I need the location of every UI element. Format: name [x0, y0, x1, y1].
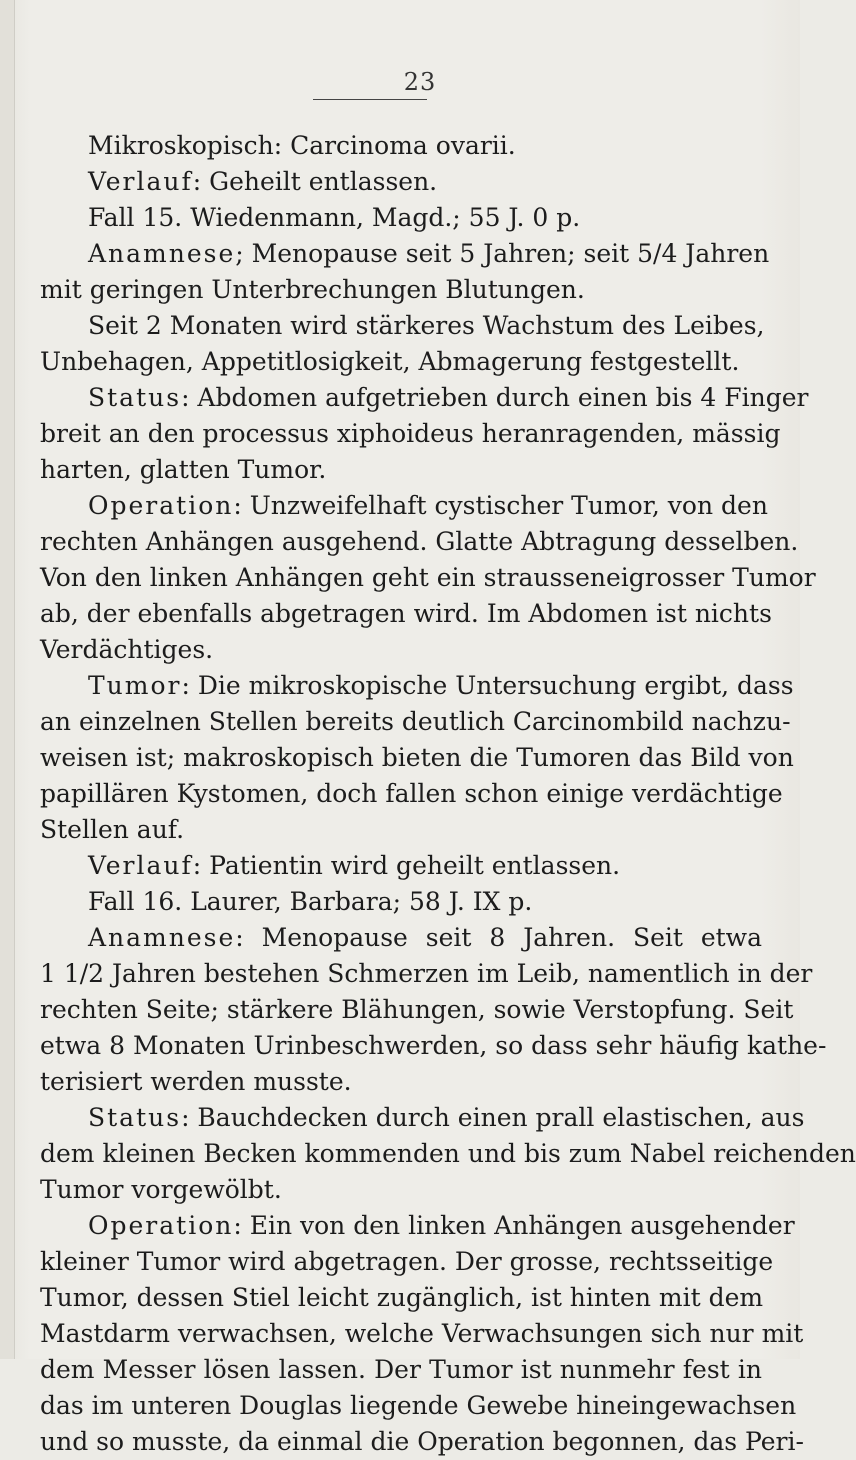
text-line: terisiert werden musste.	[40, 1067, 352, 1096]
text-line: Status: Bauchdecken durch einen prall elastischen, aus	[88, 1103, 805, 1132]
text-line: an einzelnen Stellen bereits deutlich Carcinombild nachzu-	[40, 707, 791, 736]
text-line: dem kleinen Becken kommenden und bis zum Nabel reichenden	[40, 1139, 856, 1168]
text-line: weisen ist; makroskopisch bieten die Tumoren das Bild von	[40, 743, 794, 772]
text-line: Verlauf: Geheilt entlassen.	[88, 167, 438, 196]
page-left-edge	[0, 0, 15, 1359]
text-line: Mastdarm verwachsen, welche Verwachsungen sich nur mit	[40, 1319, 804, 1348]
body-text	[40, 128, 856, 1460]
text-line: Anamnese: Menopause seit 8 Jahren. Seit etwa	[88, 923, 762, 952]
page-number: 23	[403, 68, 437, 96]
text-line: Verlauf: Patientin wird geheilt entlassen.	[88, 851, 621, 880]
text-line: Anamnese; Menopause seit 5 Jahren; seit 5/4 Jahren	[88, 239, 770, 268]
text-line: Seit 2 Monaten wird stärkeres Wachstum des Leibes,	[88, 311, 765, 340]
text-line: Fall 16. Laurer, Barbara; 58 J. IX p.	[88, 887, 533, 916]
text-line: Mikroskopisch: Carcinoma ovarii.	[88, 131, 516, 160]
text-line: 1 1/2 Jahren bestehen Schmerzen im Leib, namentlich in der	[40, 959, 813, 988]
text-line: Unbehagen, Appetitlosigkeit, Abmagerung festgestellt.	[40, 347, 740, 376]
text-line: Von den linken Anhängen geht ein strausseneigrosser Tumor	[40, 563, 816, 592]
text-line: harten, glatten Tumor.	[40, 455, 327, 484]
text-line: etwa 8 Monaten Urinbeschwerden, so dass sehr häufig kathe-	[40, 1031, 827, 1060]
text-line: Stellen auf.	[40, 815, 185, 844]
text-line: Status: Abdomen aufgetrieben durch einen bis 4 Finger	[88, 383, 809, 412]
text-line: Tumor, dessen Stiel leicht zugänglich, ist hinten mit dem	[40, 1283, 764, 1312]
text-line: und so musste, da einmal die Operation begonnen, das Peri-	[40, 1427, 804, 1456]
text-line: Operation: Ein von den linken Anhängen ausgehender	[88, 1211, 795, 1240]
text-line: Operation: Unzweifelhaft cystischer Tumor, von den	[88, 491, 768, 520]
text-line: dem Messer lösen lassen. Der Tumor ist nunmehr fest in	[40, 1355, 762, 1384]
text-line: Fall 15. Wiedenmann, Magd.; 55 J. 0 p.	[88, 203, 581, 232]
text-line: papillären Kystomen, doch fallen schon einige verdächtige	[40, 779, 783, 808]
text-line: Verdächtiges.	[40, 635, 214, 664]
text-line: ab, der ebenfalls abgetragen wird. Im Abdomen ist nichts	[40, 599, 772, 628]
text-line: breit an den processus xiphoideus heranragenden, mässig	[40, 419, 781, 448]
text-line: rechten Seite; stärkere Blähungen, sowie Verstopfung. Seit	[40, 995, 794, 1024]
text-line: das im unteren Douglas liegende Gewebe hineingewachsen	[40, 1391, 797, 1420]
text-line: mit geringen Unterbrechungen Blutungen.	[40, 275, 585, 304]
page-number-rule	[313, 99, 427, 100]
text-line: kleiner Tumor wird abgetragen. Der grosse, rechtsseitige	[40, 1247, 774, 1276]
text-line: Tumor: Die mikroskopische Untersuchung ergibt, dass	[88, 671, 794, 700]
text-line: Tumor vorgewölbt.	[40, 1175, 282, 1204]
text-line: rechten Anhängen ausgehend. Glatte Abtragung desselben.	[40, 527, 799, 556]
